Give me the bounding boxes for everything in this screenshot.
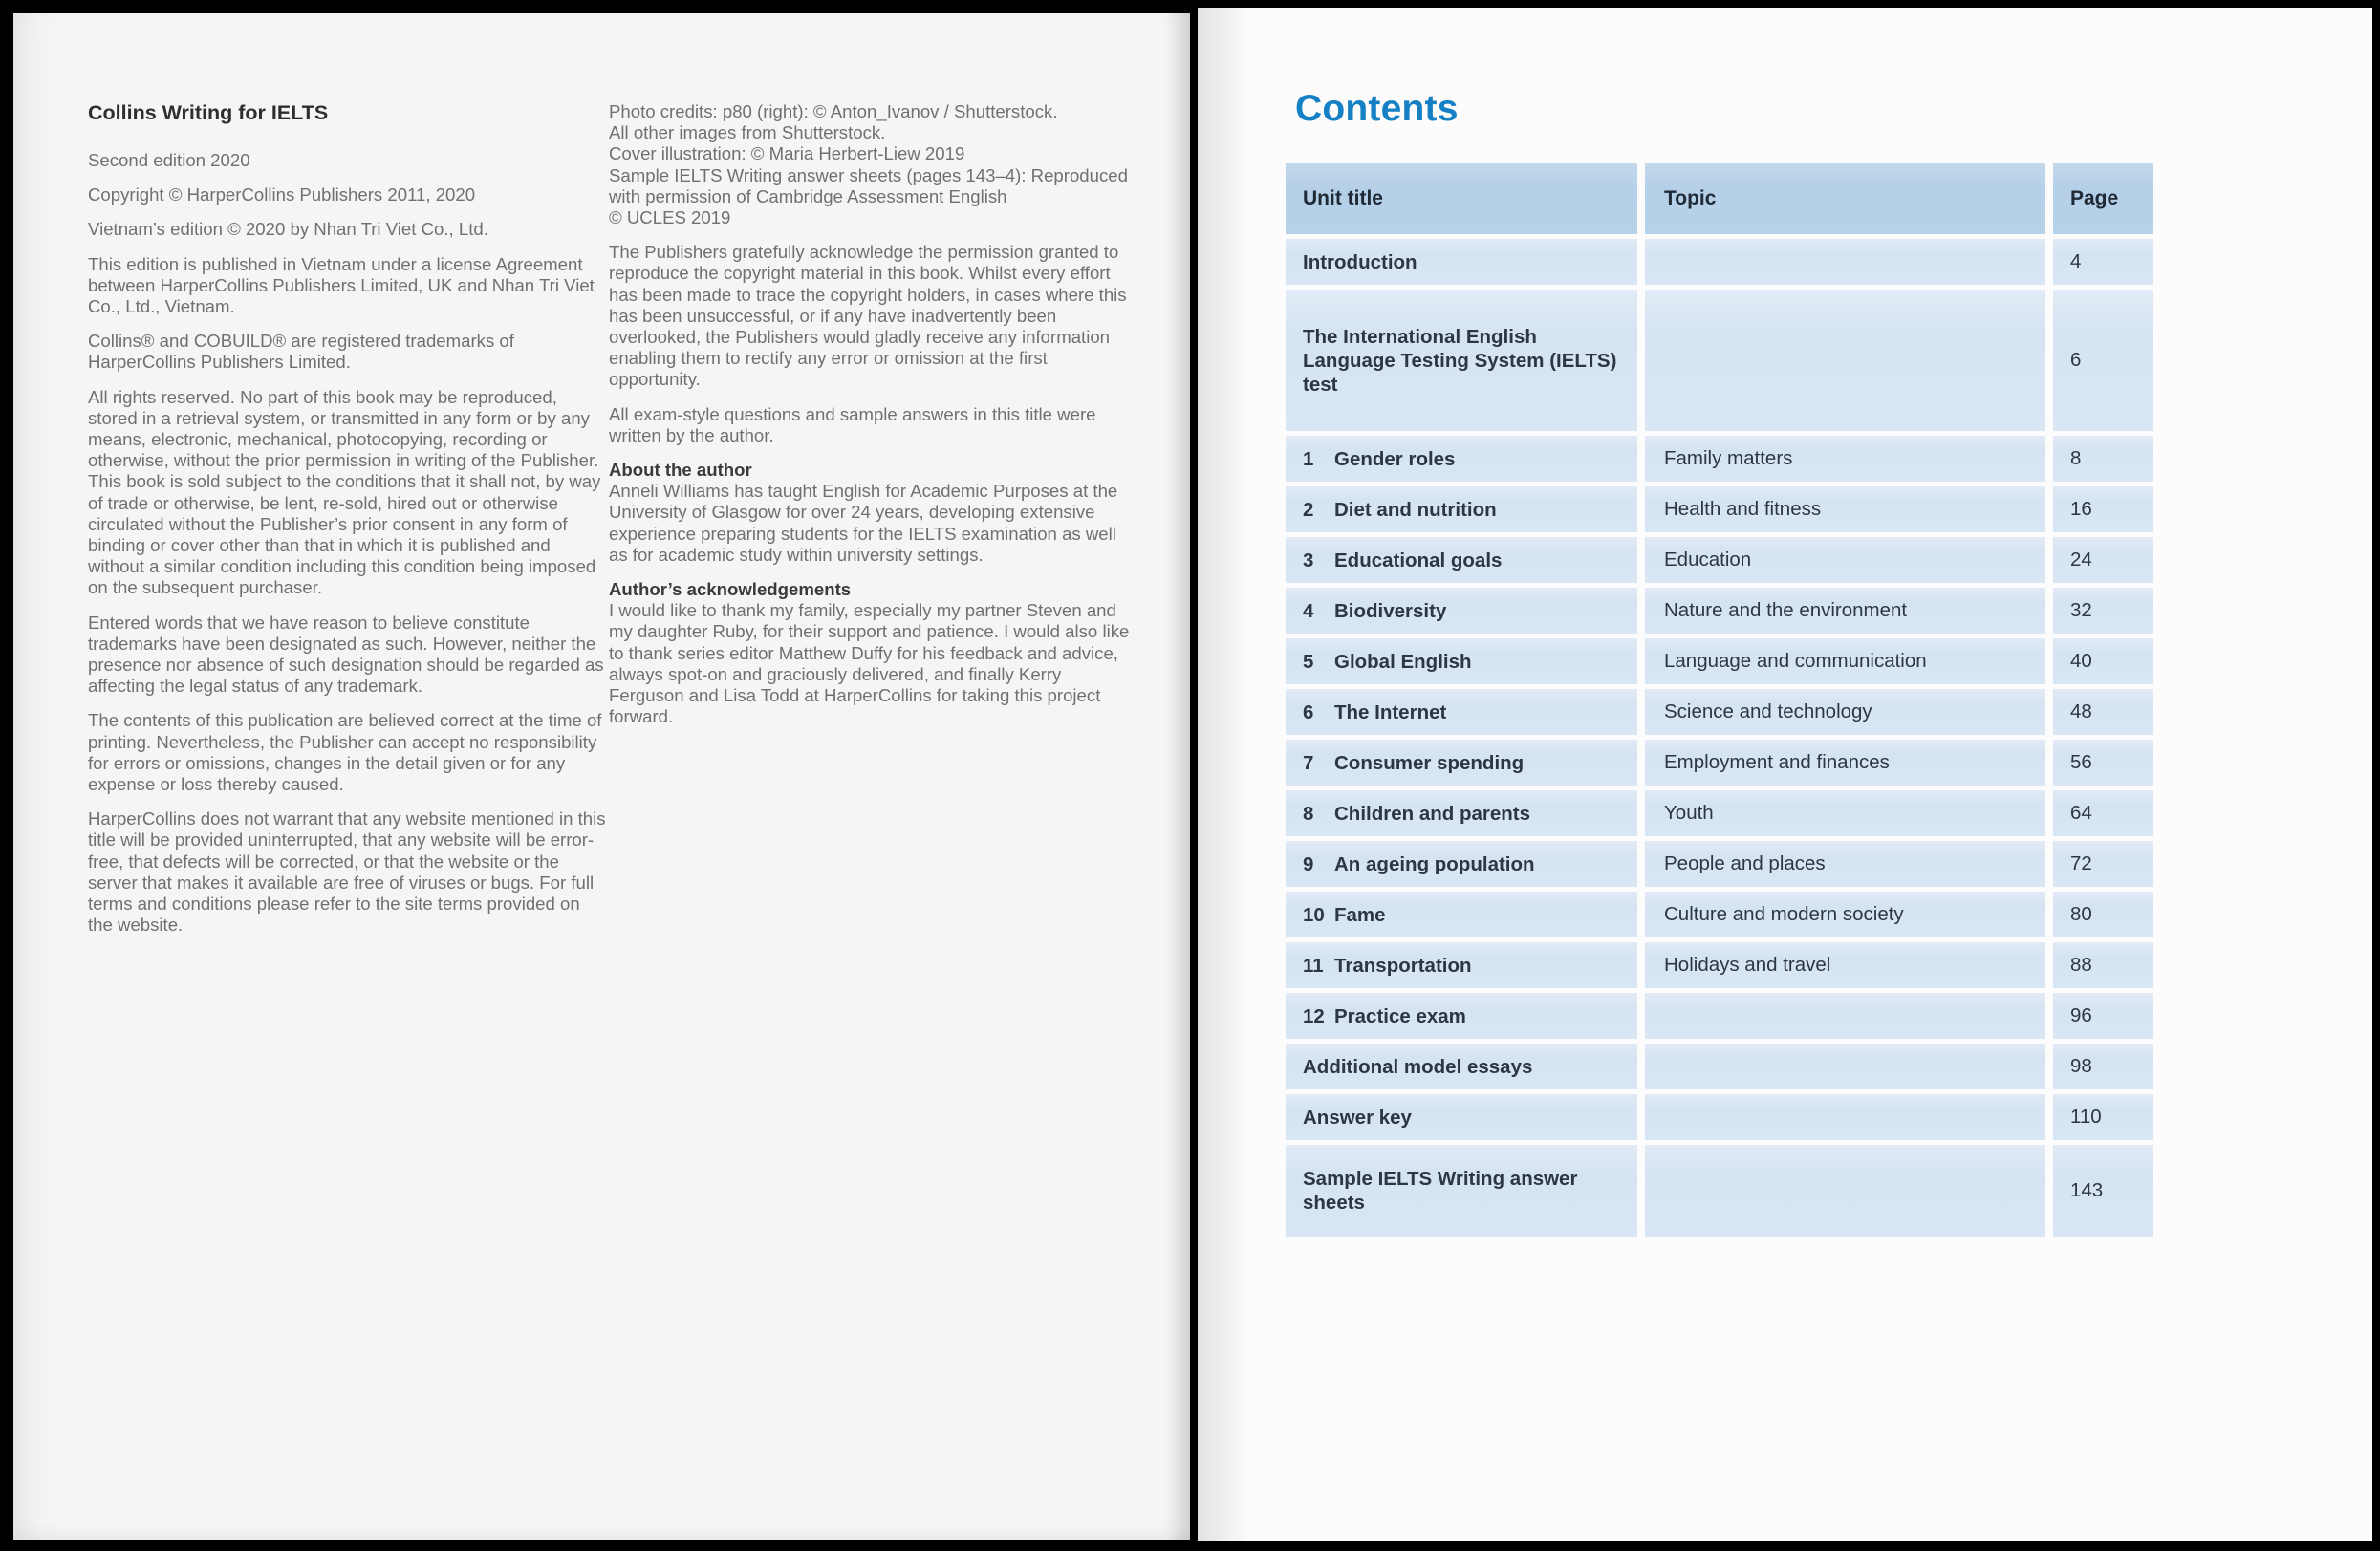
toc-page-cell: 64 xyxy=(2053,790,2153,836)
contents-heading: Contents xyxy=(1295,88,1459,129)
toc-topic-cell xyxy=(1645,1094,2045,1140)
unit-title: Introduction xyxy=(1303,250,1417,273)
imprint-column xyxy=(88,101,609,950)
unit-title: Diet and nutrition xyxy=(1334,498,1497,521)
paragraph: Collins® and COBUILD® are registered trademarks of HarperCollins Publishers Limited. xyxy=(88,331,514,373)
unit-title: Children and parents xyxy=(1334,802,1531,825)
toc-unit-cell xyxy=(1286,537,1637,583)
unit-title: The Internet xyxy=(1334,700,1447,723)
unit-number: 6 xyxy=(1303,700,1314,723)
contents-table xyxy=(1286,163,2153,1237)
toc-topic-cell: Family matters xyxy=(1645,436,2045,482)
toc-topic-cell xyxy=(1645,239,2045,285)
unit-number: 10 xyxy=(1303,903,1325,926)
acknowledgements-heading: Author’s acknowledgements xyxy=(609,579,852,600)
toc-page-cell: 98 xyxy=(2053,1044,2153,1089)
about-author-heading: About the author xyxy=(609,460,752,481)
unit-title: An ageing population xyxy=(1334,852,1535,875)
toc-unit-cell xyxy=(1286,689,1637,735)
unit-title: Additional model essays xyxy=(1303,1055,1533,1078)
column-header: Topic xyxy=(1645,163,2045,234)
unit-title: Gender roles xyxy=(1334,447,1456,470)
toc-page-cell: 56 xyxy=(2053,740,2153,786)
paragraph: HarperCollins does not warrant that any website mentioned in this title will be provided uninterrupted, that any website will be error-free, that defects will be corrected, or that the website or the server that makes it available are free of viruses or bugs. For full terms and conditions please refer to the site terms provided on the website. xyxy=(88,808,606,936)
column-header: Page xyxy=(2053,163,2153,234)
credit-line: All other images from Shutterstock. xyxy=(609,122,886,143)
about-author-body: Anneli Williams has taught English for Academic Purposes at the University of Glasgow for over 24 years, developing extensive experience preparing students for the IELTS examination as well as for academic study within university settings. xyxy=(609,481,1118,565)
toc-topic-cell: Nature and the environment xyxy=(1645,588,2045,634)
unit-title: Fame xyxy=(1334,903,1386,926)
unit-title: Consumer spending xyxy=(1334,751,1525,774)
toc-page-cell: 40 xyxy=(2053,638,2153,684)
imprint-paragraphs xyxy=(88,150,609,937)
paragraph: Second edition 2020 xyxy=(88,150,250,170)
paragraph: All exam-style questions and sample answers in this title were written by the author. xyxy=(609,403,1096,445)
left-page xyxy=(13,13,1190,1540)
credit-line: © UCLES 2019 xyxy=(609,207,731,228)
paragraph: The Publishers gratefully acknowledge the permission granted to reproduce the copyright material in this book. Whilst every effort has been made to trace the copyright holders, in cases where this has been unsuccessful, or if any have inadvertently been overlooked, the Publishers would gladly receive any information enabling them to rectify any error or omission at the first opportunity. xyxy=(609,242,1127,390)
toc-unit-cell xyxy=(1286,1094,1637,1140)
toc-unit-cell xyxy=(1286,1145,1637,1237)
unit-title: Biodiversity xyxy=(1334,599,1447,622)
unit-number: 7 xyxy=(1303,751,1314,774)
toc-topic-cell: Holidays and travel xyxy=(1645,942,2045,988)
toc-page-cell: 72 xyxy=(2053,841,2153,887)
paragraph: Vietnam’s edition © 2020 by Nhan Tri Viet Co., Ltd. xyxy=(88,219,488,240)
toc-page-cell: 88 xyxy=(2053,942,2153,988)
toc-unit-cell xyxy=(1286,790,1637,836)
toc-topic-cell: Youth xyxy=(1645,790,2045,836)
unit-title: The International English Language Testing System (IELTS) test xyxy=(1303,325,1617,396)
unit-title: Sample IELTS Writing answer sheets xyxy=(1303,1168,1578,1214)
toc-topic-cell: Language and communication xyxy=(1645,638,2045,684)
credit-line: Photo credits: p80 (right): © Anton_Ivanov / Shutterstock. xyxy=(609,101,1058,121)
toc-topic-cell: Employment and finances xyxy=(1645,740,2045,786)
toc-page-cell: 8 xyxy=(2053,436,2153,482)
unit-number: 11 xyxy=(1303,954,1324,977)
paragraph: This edition is published in Vietnam under a license Agreement between HarperCollins Publishers Limited, UK and Nhan Tri Viet Co., Ltd., Vietnam. xyxy=(88,253,595,317)
toc-unit-cell xyxy=(1286,892,1637,937)
paragraph: Entered words that we have reason to believe constitute trademarks have been designated as such. However, neither the presence nor absence of such designation should be regarded as affecting the legal status of any trademark. xyxy=(88,612,604,697)
credits-column xyxy=(609,101,1136,741)
acknowledgements-body: I would like to thank my family, especially my partner Steven and my daughter Ruby, for their support and patience. I would also like to thank series editor Matthew Duffy for his feedback and advice, always spot-on and graciously delivered, and finally Kerry Ferguson and Lisa Todd at HarperCollins for taking this project forward. xyxy=(609,600,1130,727)
toc-page-cell: 24 xyxy=(2053,537,2153,583)
toc-topic-cell: Culture and modern society xyxy=(1645,892,2045,937)
unit-title: Educational goals xyxy=(1334,549,1503,571)
toc-topic-cell xyxy=(1645,290,2045,431)
toc-page-cell: 16 xyxy=(2053,486,2153,532)
paragraph: Copyright © HarperCollins Publishers 2011, 2020 xyxy=(88,184,476,205)
toc-topic-cell xyxy=(1645,993,2045,1039)
toc-page-cell: 6 xyxy=(2053,290,2153,431)
toc-topic-cell: Science and technology xyxy=(1645,689,2045,735)
paragraph: All rights reserved. No part of this book may be reproduced, stored in a retrieval system, or transmitted in any form or by any means, electronic, mechanical, photocopying, recording or otherwise, without the prior permission in writing of the Publisher. This book is sold subject to the conditions that it shall not, by way of trade or otherwise, be lent, re-sold, hired out or otherwise circulated without the Publisher’s prior consent in any form of binding or cover other than that in which it is published and without a similar condition including this condition being imposed on the subsequent purchaser. xyxy=(88,386,601,598)
unit-title: Answer key xyxy=(1303,1106,1412,1129)
paragraph: The contents of this publication are believed correct at the time of printing. Nevertheless, the Publisher can accept no responsibility for errors or omissions, changes in the detail given or for any expense or loss thereby caused. xyxy=(88,710,602,795)
toc-unit-cell xyxy=(1286,1044,1637,1089)
book-title: Collins Writing for IELTS xyxy=(88,101,329,124)
toc-unit-cell xyxy=(1286,638,1637,684)
column-header: Unit title xyxy=(1286,163,1637,234)
toc-unit-cell xyxy=(1286,436,1637,482)
permissions-paragraphs xyxy=(609,242,1136,446)
toc-unit-cell xyxy=(1286,290,1637,431)
toc-page-cell: 143 xyxy=(2053,1145,2153,1237)
toc-topic-cell: Health and fitness xyxy=(1645,486,2045,532)
unit-number: 8 xyxy=(1303,802,1314,825)
unit-title: Transportation xyxy=(1334,954,1472,977)
toc-unit-cell xyxy=(1286,239,1637,285)
toc-topic-cell xyxy=(1645,1044,2045,1089)
toc-topic-cell xyxy=(1645,1145,2045,1237)
unit-number: 2 xyxy=(1303,498,1314,521)
toc-unit-cell xyxy=(1286,588,1637,634)
toc-page-cell: 48 xyxy=(2053,689,2153,735)
unit-number: 9 xyxy=(1303,852,1314,875)
toc-unit-cell xyxy=(1286,486,1637,532)
credit-line: with permission of Cambridge Assessment English xyxy=(609,185,1007,206)
toc-page-cell: 32 xyxy=(2053,588,2153,634)
unit-number: 5 xyxy=(1303,650,1314,673)
credit-line: Cover illustration: © Maria Herbert-Liew 2019 xyxy=(609,143,965,164)
toc-unit-cell xyxy=(1286,740,1637,786)
unit-number: 1 xyxy=(1303,447,1314,470)
right-page xyxy=(1198,8,2372,1541)
unit-number: 4 xyxy=(1303,599,1314,622)
toc-topic-cell: People and places xyxy=(1645,841,2045,887)
toc-page-cell: 80 xyxy=(2053,892,2153,937)
photo-credits xyxy=(609,101,1136,228)
toc-page-cell: 4 xyxy=(2053,239,2153,285)
unit-number: 3 xyxy=(1303,549,1314,571)
toc-unit-cell xyxy=(1286,942,1637,988)
toc-topic-cell: Education xyxy=(1645,537,2045,583)
toc-unit-cell xyxy=(1286,993,1637,1039)
toc-page-cell: 110 xyxy=(2053,1094,2153,1140)
toc-unit-cell xyxy=(1286,841,1637,887)
unit-title: Practice exam xyxy=(1334,1004,1466,1027)
unit-number: 12 xyxy=(1303,1004,1325,1027)
credit-line: Sample IELTS Writing answer sheets (pages 143–4): Reproduced xyxy=(609,164,1128,185)
toc-page-cell: 96 xyxy=(2053,993,2153,1039)
unit-title: Global English xyxy=(1334,650,1472,673)
